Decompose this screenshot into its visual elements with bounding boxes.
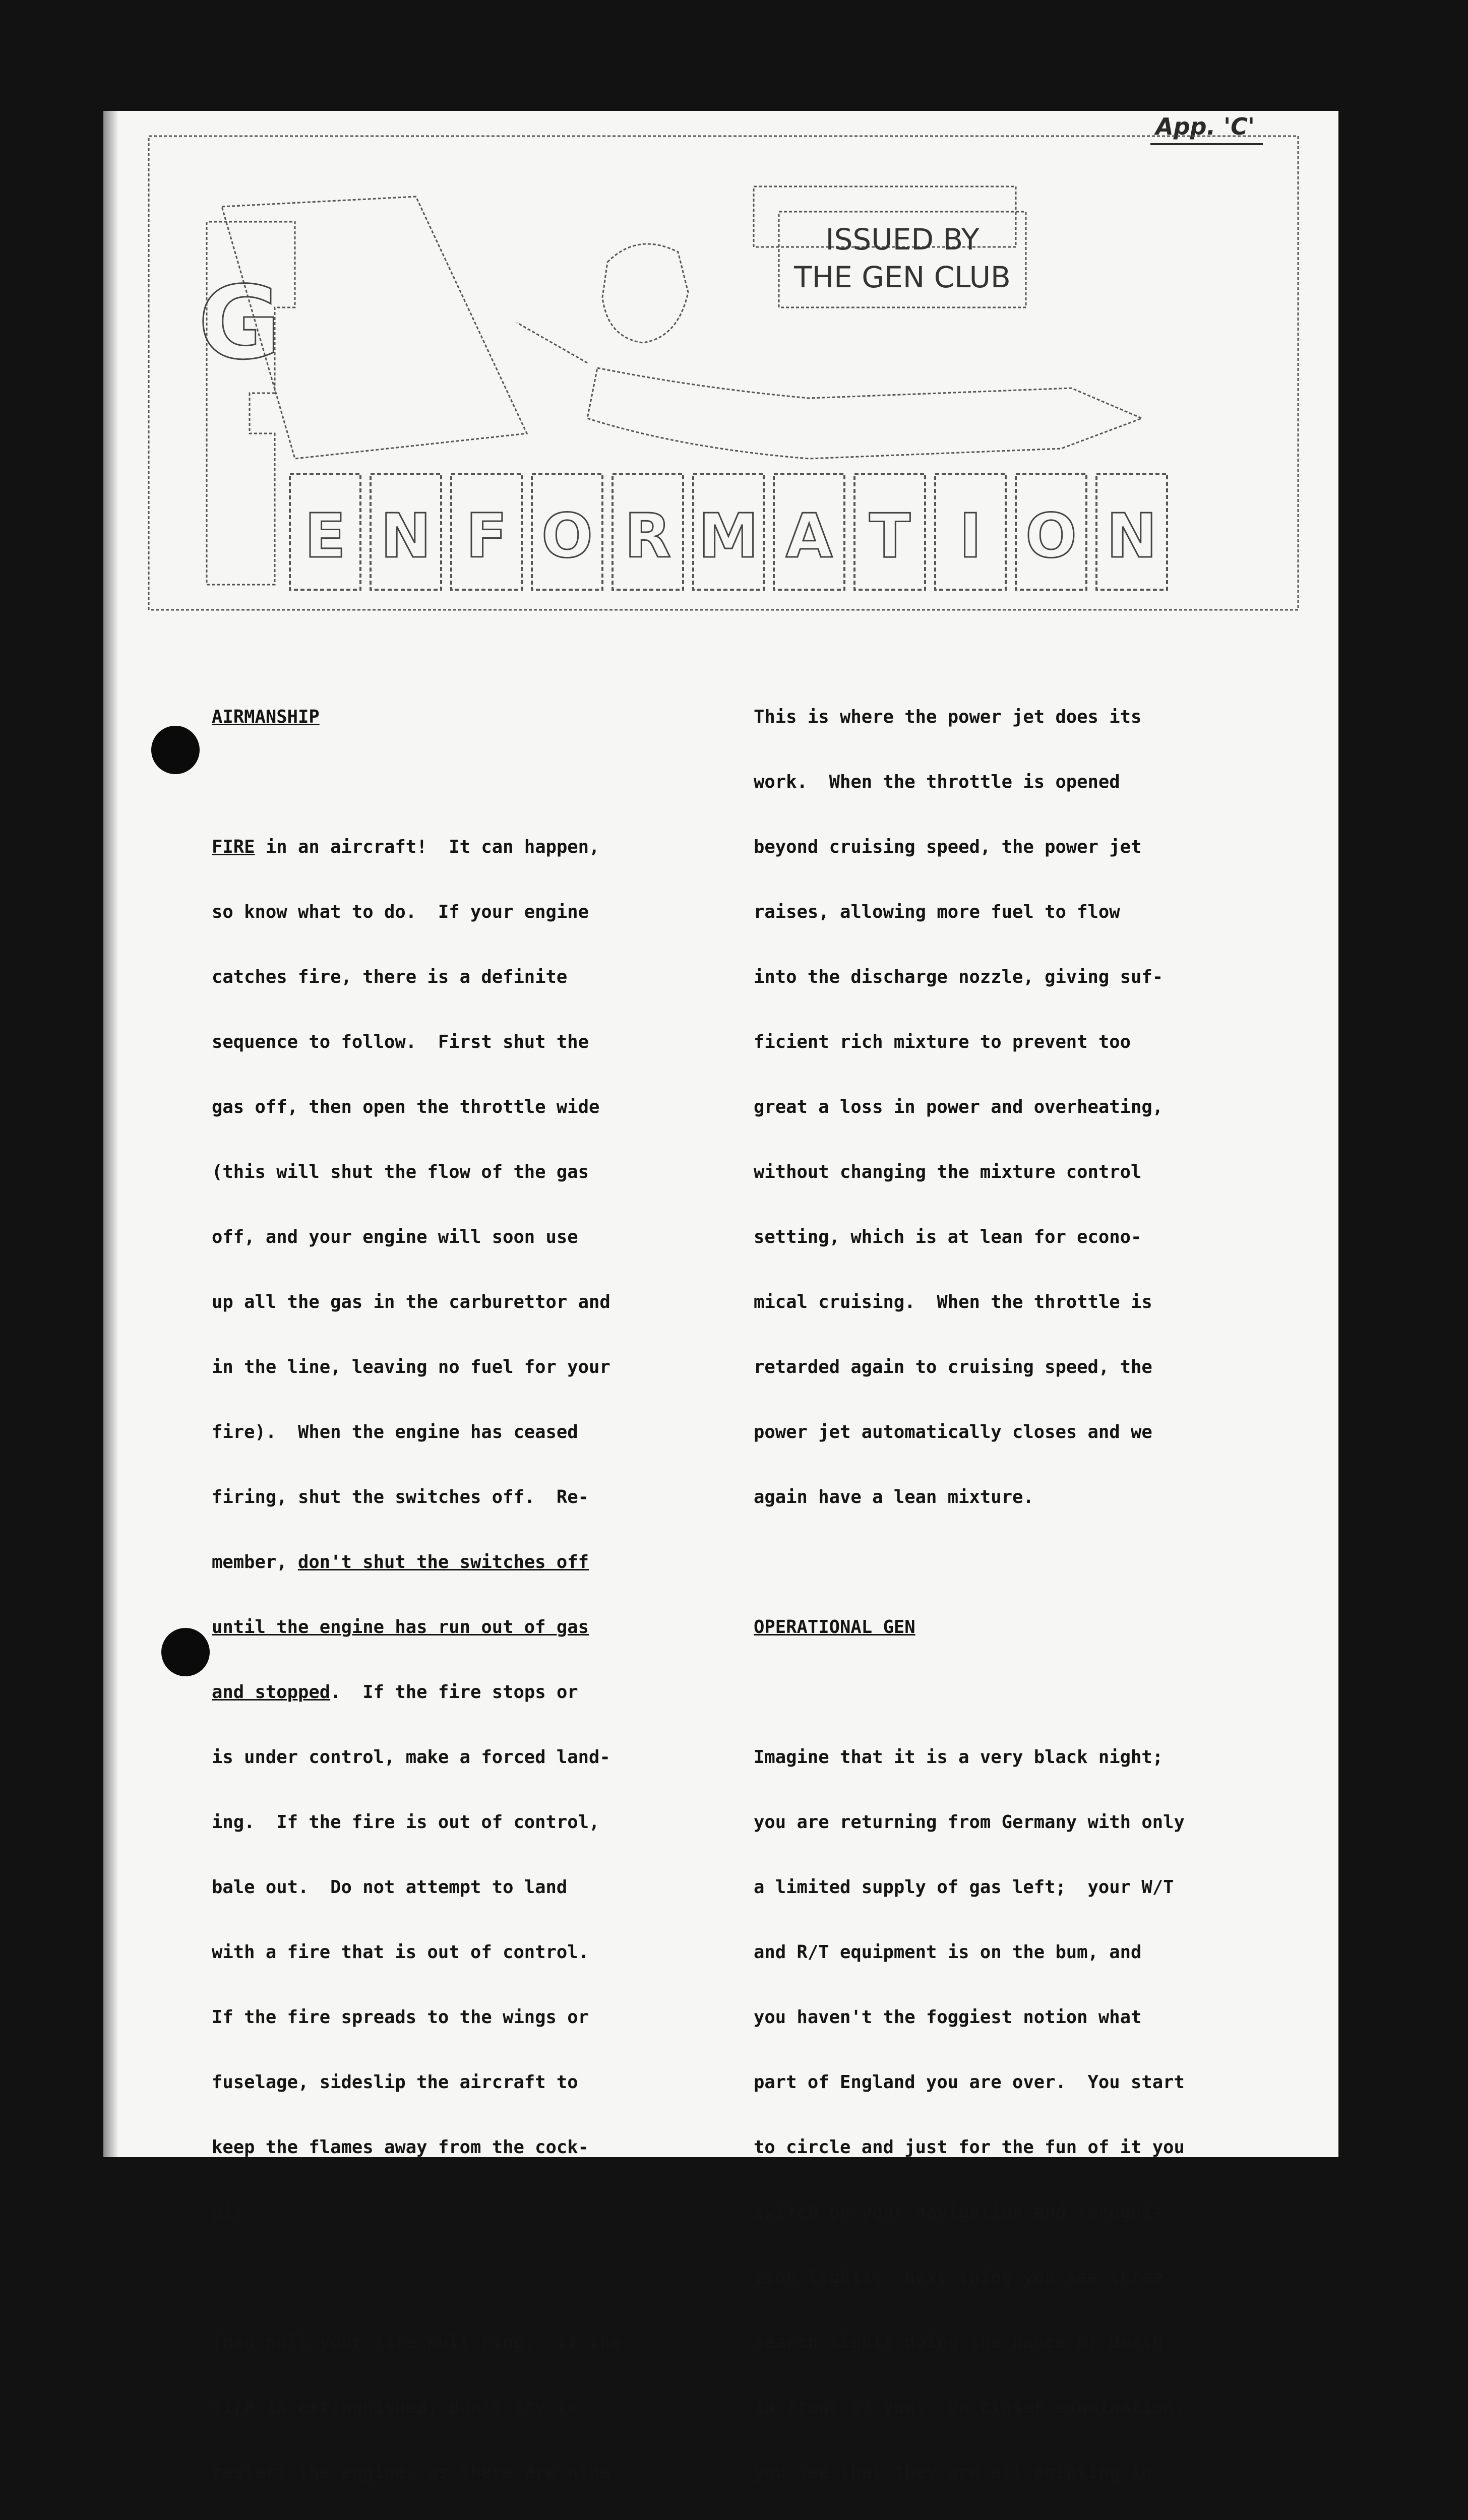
text-line: so know what to do. If your engine: [212, 902, 589, 922]
masthead-letter-e: E: [304, 501, 346, 572]
warning-underlined: until the engine has run out of gas: [212, 1617, 589, 1637]
masthead-letter-o1: O: [541, 501, 593, 572]
masthead-letter-r: R: [624, 501, 671, 572]
pointer-stick: [517, 323, 587, 363]
text-line: mical cruising. When the throttle is: [754, 1292, 1152, 1312]
left-column: [212, 663, 726, 2520]
masthead-letter-f: F: [466, 501, 507, 572]
text-line: ing. If the fire is out of control,: [212, 1812, 600, 1833]
text-line: into the discharge nozzle, giving suf-: [754, 967, 1164, 987]
text-line: gas off, then open the throttle wide: [212, 1097, 600, 1117]
masthead-letter-i: I: [959, 501, 982, 572]
masthead-illustration: [144, 131, 1303, 615]
text-line: member, don't shut the switches off: [212, 1552, 589, 1572]
text-line: ficient rich mixture to prevent too: [754, 1032, 1131, 1052]
right-column: [754, 663, 1298, 2520]
masthead-letter-n2: N: [1106, 501, 1157, 572]
text-line: setting, which is at lean for econo-: [754, 1227, 1142, 1247]
fire-line-1: FIRE in an aircraft! It can happen,: [212, 837, 600, 857]
masthead-letter-a: A: [785, 501, 833, 572]
warning-underlined: and stopped: [212, 1682, 331, 1703]
text-line: pit.: [212, 2202, 255, 2223]
fire-lead-word: FIRE: [212, 837, 255, 857]
text-line: work. When the throttle is opened: [754, 772, 1120, 792]
heading-operational-gen: OPERATIONAL GEN: [754, 1617, 915, 1637]
text-line: is under control, make a forced land-: [212, 1747, 610, 1768]
document-page: [103, 111, 1338, 2483]
heading-airmanship: AIRMANSHIP: [212, 707, 320, 727]
text-line: restart the engine, as there are nine: [212, 2462, 610, 2483]
text-line: and R/T equipment is on the bum, and: [754, 1942, 1142, 1963]
text-line: you see that they are all pointing in: [754, 2462, 1152, 2483]
text-line: switch on your navigation and recogni-: [754, 2202, 1164, 2223]
text-line: tion lights; next thing you see three: [754, 2267, 1164, 2288]
text-line: raises, allowing more fuel to flow: [754, 902, 1120, 922]
text-line: fire). When the engine has ceased: [212, 1422, 578, 1442]
text-line: keep the flames away from the cock-: [212, 2137, 589, 2158]
masthead-letter-o2: O: [1025, 501, 1077, 572]
masthead-letter-t: T: [869, 501, 910, 572]
text-line: in the line, leaving no fuel for your: [212, 1357, 610, 1377]
text-line: retarded again to cruising speed, the: [754, 1357, 1152, 1377]
text-line: sequence to follow. First shut the: [212, 1032, 589, 1052]
text-line: fuselage, sideslip the aircraft to: [212, 2072, 578, 2093]
text-line: up all the gas in the carburettor and: [212, 1292, 610, 1312]
text-line: and stopped. If the fire stops or: [212, 1682, 578, 1703]
text-line: again have a lean mixture.: [754, 1487, 1034, 1507]
text-line: you haven't the foggiest notion what: [754, 2007, 1142, 2028]
masthead-letter-g: G: [198, 265, 281, 382]
masthead-letter-n1: N: [380, 501, 432, 572]
punch-hole-bottom: [161, 1628, 210, 1676]
text-line: catches fire, there is a definite: [212, 967, 568, 987]
text-line: with a fire that is out of control.: [212, 1942, 589, 1963]
text-line: great a loss in power and overheating,: [754, 1097, 1164, 1117]
text-line: without changing the mixture control: [754, 1162, 1142, 1182]
text-line: Imagine that it is a very black night;: [754, 1747, 1164, 1768]
text-line: (this will shut the flow of the gas: [212, 1162, 589, 1182]
text-line: search lights doing the dance of death: [754, 2332, 1164, 2353]
text-line: part of England you are over. You start: [754, 2072, 1185, 2093]
text-line: firing, shut the switches off. Re-: [212, 1487, 589, 1507]
appendix-reference: App. 'C': [1150, 113, 1263, 145]
punch-hole-top: [151, 726, 200, 774]
text-line: power jet automatically closes and we: [754, 1422, 1152, 1442]
banner-line-1: ISSUED BY: [825, 222, 980, 257]
warning-underlined: don't shut the switches off: [297, 1552, 589, 1572]
text-line: to circle and just for the fun of it you: [754, 2137, 1185, 2158]
text-line: If the fire spreads to the wings or: [212, 2007, 589, 2028]
text-line: in front of you. On closer examination,: [754, 2397, 1185, 2418]
text-line: fire is extinguished, don't try to: [212, 2397, 578, 2418]
figure-head: [602, 244, 688, 343]
reclining-figure: [587, 368, 1142, 459]
text-line: beyond cruising speed, the power jet: [754, 837, 1142, 857]
masthead: [144, 131, 1303, 615]
banner-line-2: THE GEN CLUB: [794, 260, 1011, 294]
text-line: you are returning from Germany with only: [754, 1812, 1185, 1833]
masthead-letter-m: M: [698, 501, 759, 572]
text-line: bale out. Do not attempt to land: [212, 1877, 568, 1898]
text-line: Then pull your fire pull ring. If the: [212, 2332, 622, 2353]
text-line: off, and your engine will soon use: [212, 1227, 578, 1247]
text-line: a limited supply of gas left; your W/T: [754, 1877, 1174, 1898]
page-edge: [103, 111, 118, 2157]
text-line: This is where the power jet does its: [754, 707, 1142, 727]
